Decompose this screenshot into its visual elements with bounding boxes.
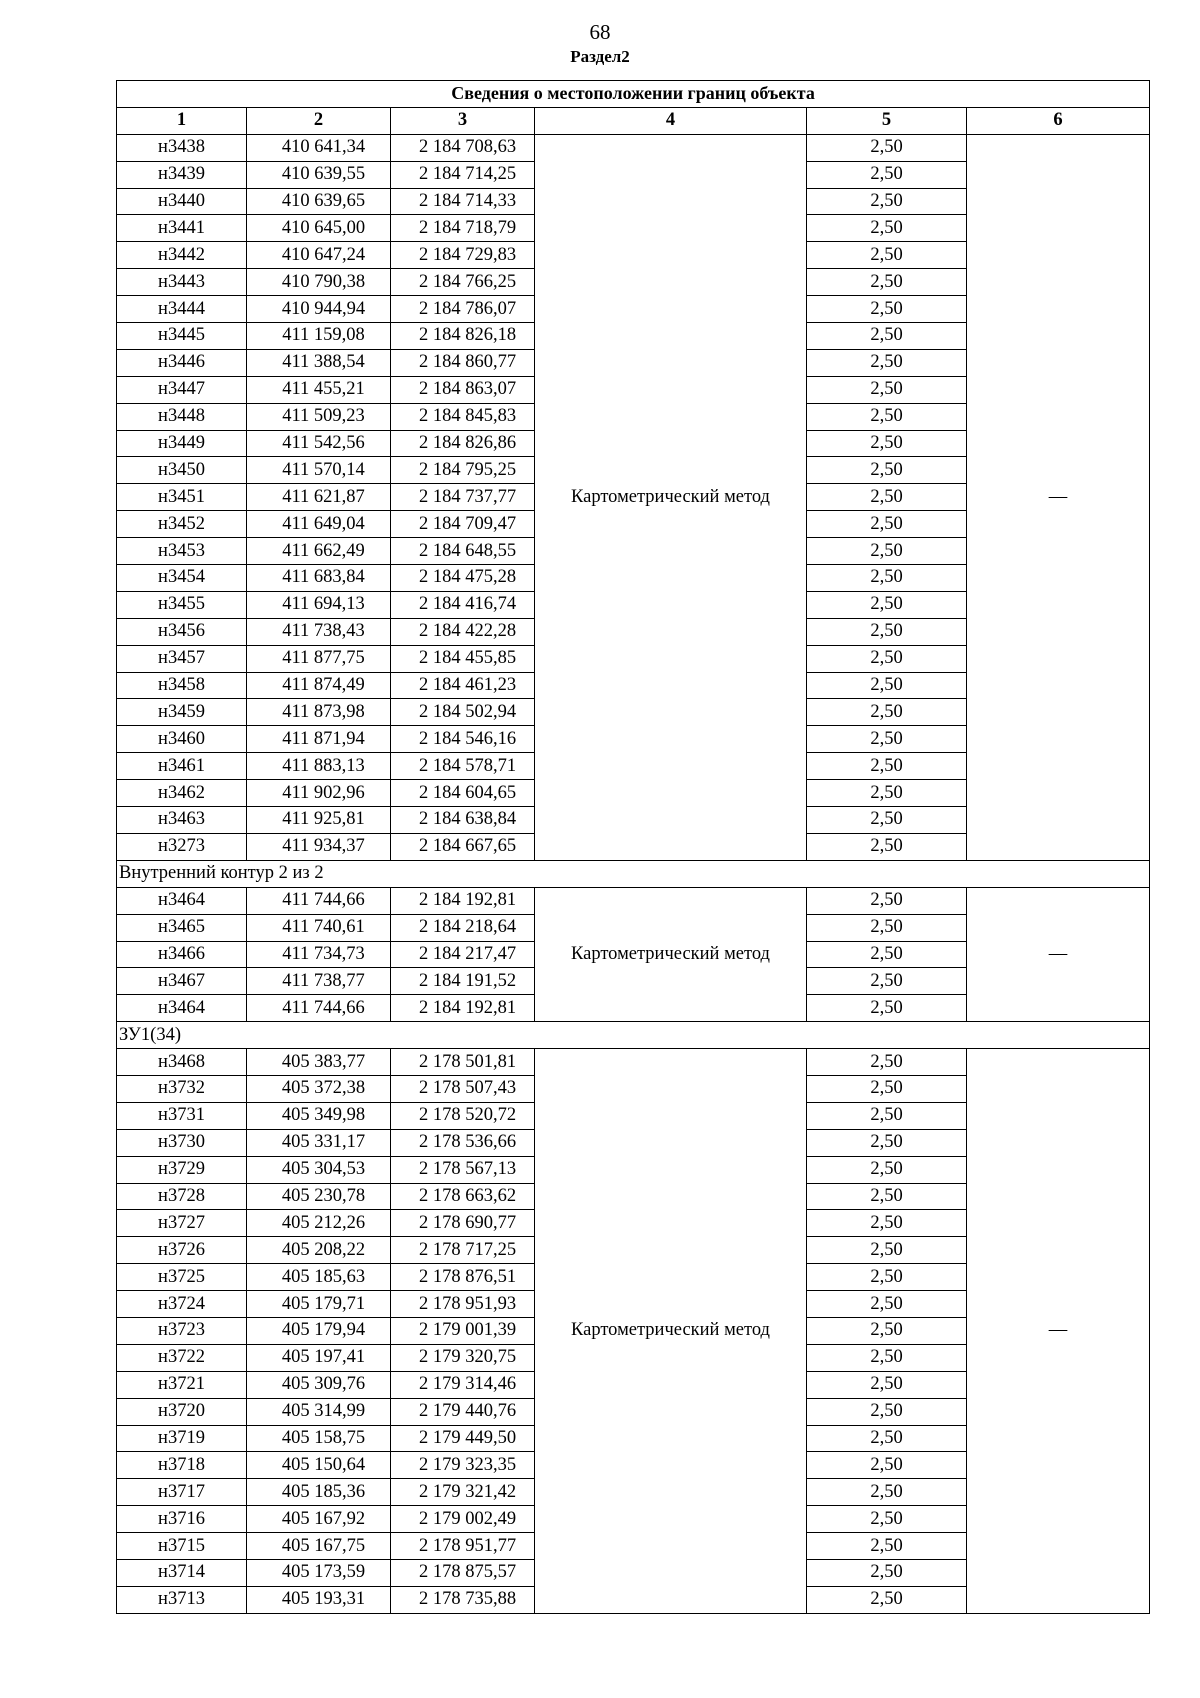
point-id-cell: н3444 — [117, 296, 247, 323]
coordinate-x-cell: 405 179,94 — [247, 1317, 391, 1344]
coordinate-x-cell: 410 647,24 — [247, 242, 391, 269]
coordinate-x-cell: 411 509,23 — [247, 403, 391, 430]
coordinate-y-cell: 2 179 001,39 — [391, 1317, 535, 1344]
point-id-cell: н3713 — [117, 1586, 247, 1613]
accuracy-cell: 2,50 — [807, 134, 967, 161]
accuracy-cell: 2,50 — [807, 1479, 967, 1506]
coordinate-x-cell: 405 185,63 — [247, 1264, 391, 1291]
point-id-cell: н3453 — [117, 538, 247, 565]
accuracy-cell: 2,50 — [807, 1049, 967, 1076]
coordinate-x-cell: 405 230,78 — [247, 1183, 391, 1210]
coordinate-y-cell: 2 184 826,18 — [391, 323, 535, 350]
accuracy-cell: 2,50 — [807, 323, 967, 350]
coordinate-x-cell: 405 349,98 — [247, 1102, 391, 1129]
coordinate-y-cell: 2 184 709,47 — [391, 511, 535, 538]
point-id-cell: н3719 — [117, 1425, 247, 1452]
accuracy-cell: 2,50 — [807, 565, 967, 592]
accuracy-cell: 2,50 — [807, 1452, 967, 1479]
coordinate-y-cell: 2 178 735,88 — [391, 1586, 535, 1613]
method-cell: Картометрический метод — [535, 887, 807, 1021]
coordinate-x-cell: 411 874,49 — [247, 672, 391, 699]
coordinate-x-cell: 411 934,37 — [247, 833, 391, 860]
coordinate-x-cell: 405 193,31 — [247, 1586, 391, 1613]
coordinate-x-cell: 405 372,38 — [247, 1075, 391, 1102]
coordinate-y-cell: 2 184 475,28 — [391, 565, 535, 592]
accuracy-cell: 2,50 — [807, 995, 967, 1022]
group-label: Внутренний контур 2 из 2 — [117, 860, 1150, 887]
point-id-cell: н3468 — [117, 1049, 247, 1076]
coordinate-x-cell: 411 738,43 — [247, 618, 391, 645]
coordinate-x-cell: 405 167,75 — [247, 1533, 391, 1560]
coordinate-x-cell: 405 150,64 — [247, 1452, 391, 1479]
accuracy-cell: 2,50 — [807, 1371, 967, 1398]
method-cell: Картометрический метод — [535, 134, 807, 860]
column-6-cell: — — [967, 1049, 1150, 1614]
coordinate-x-cell: 405 304,53 — [247, 1156, 391, 1183]
accuracy-cell: 2,50 — [807, 941, 967, 968]
accuracy-cell: 2,50 — [807, 1102, 967, 1129]
point-id-cell: н3720 — [117, 1398, 247, 1425]
point-id-cell: н3459 — [117, 699, 247, 726]
coordinate-x-cell: 405 197,41 — [247, 1344, 391, 1371]
coordinate-y-cell: 2 178 507,43 — [391, 1075, 535, 1102]
accuracy-cell: 2,50 — [807, 215, 967, 242]
coordinate-y-cell: 2 184 708,63 — [391, 134, 535, 161]
coordinate-y-cell: 2 179 323,35 — [391, 1452, 535, 1479]
coordinate-y-cell: 2 184 718,79 — [391, 215, 535, 242]
point-id-cell: н3465 — [117, 914, 247, 941]
coordinate-y-cell: 2 178 536,66 — [391, 1129, 535, 1156]
page-number: 68 — [589, 20, 611, 44]
coordinate-x-cell: 411 570,14 — [247, 457, 391, 484]
coordinate-x-cell: 405 314,99 — [247, 1398, 391, 1425]
coordinate-y-cell: 2 184 667,65 — [391, 833, 535, 860]
coordinate-y-cell: 2 184 714,25 — [391, 161, 535, 188]
coordinate-y-cell: 2 184 455,85 — [391, 645, 535, 672]
point-id-cell: н3462 — [117, 780, 247, 807]
coordinate-x-cell: 411 683,84 — [247, 565, 391, 592]
point-id-cell: н3450 — [117, 457, 247, 484]
accuracy-cell: 2,50 — [807, 780, 967, 807]
point-id-cell: н3447 — [117, 376, 247, 403]
point-id-cell: н3730 — [117, 1129, 247, 1156]
coordinate-x-cell: 410 639,65 — [247, 188, 391, 215]
coordinate-x-cell: 411 694,13 — [247, 591, 391, 618]
point-id-cell: н3455 — [117, 591, 247, 618]
coordinate-y-cell: 2 184 192,81 — [391, 887, 535, 914]
column-header: 3 — [391, 107, 535, 134]
coordinate-x-cell: 411 871,94 — [247, 726, 391, 753]
coordinate-x-cell: 405 383,77 — [247, 1049, 391, 1076]
coordinate-y-cell: 2 179 449,50 — [391, 1425, 535, 1452]
coordinate-y-cell: 2 184 502,94 — [391, 699, 535, 726]
accuracy-cell: 2,50 — [807, 484, 967, 511]
point-id-cell: н3446 — [117, 349, 247, 376]
coordinate-x-cell: 411 455,21 — [247, 376, 391, 403]
point-id-cell: н3722 — [117, 1344, 247, 1371]
point-id-cell: н3452 — [117, 511, 247, 538]
accuracy-cell: 2,50 — [807, 726, 967, 753]
point-id-cell: н3461 — [117, 753, 247, 780]
point-id-cell: н3454 — [117, 565, 247, 592]
accuracy-cell: 2,50 — [807, 807, 967, 834]
point-id-cell: н3717 — [117, 1479, 247, 1506]
accuracy-cell: 2,50 — [807, 1317, 967, 1344]
coordinate-y-cell: 2 178 951,93 — [391, 1291, 535, 1318]
coordinate-y-cell: 2 184 714,33 — [391, 188, 535, 215]
coordinate-x-cell: 411 159,08 — [247, 323, 391, 350]
accuracy-cell: 2,50 — [807, 1156, 967, 1183]
column-header: 2 — [247, 107, 391, 134]
coordinate-x-cell: 405 185,36 — [247, 1479, 391, 1506]
table-row — [117, 134, 1150, 161]
accuracy-cell: 2,50 — [807, 457, 967, 484]
accuracy-cell: 2,50 — [807, 242, 967, 269]
coordinate-y-cell: 2 184 638,84 — [391, 807, 535, 834]
coordinate-x-cell: 411 388,54 — [247, 349, 391, 376]
point-id-cell: н3464 — [117, 887, 247, 914]
point-id-cell: н3466 — [117, 941, 247, 968]
accuracy-cell: 2,50 — [807, 672, 967, 699]
group-label-row — [117, 1022, 1150, 1049]
coordinate-x-cell: 405 179,71 — [247, 1291, 391, 1318]
group-label-row — [117, 860, 1150, 887]
coordinate-y-cell: 2 184 217,47 — [391, 941, 535, 968]
accuracy-cell: 2,50 — [807, 1183, 967, 1210]
coordinate-y-cell: 2 184 604,65 — [391, 780, 535, 807]
coordinate-y-cell: 2 184 860,77 — [391, 349, 535, 376]
coordinate-y-cell: 2 178 690,77 — [391, 1210, 535, 1237]
point-id-cell: н3451 — [117, 484, 247, 511]
point-id-cell: н3728 — [117, 1183, 247, 1210]
accuracy-cell: 2,50 — [807, 618, 967, 645]
coordinate-x-cell: 405 212,26 — [247, 1210, 391, 1237]
coordinate-y-cell: 2 179 440,76 — [391, 1398, 535, 1425]
coordinate-x-cell: 411 740,61 — [247, 914, 391, 941]
coordinate-x-cell: 405 331,17 — [247, 1129, 391, 1156]
point-id-cell: н3448 — [117, 403, 247, 430]
point-id-cell: н3440 — [117, 188, 247, 215]
point-id-cell: н3716 — [117, 1506, 247, 1533]
accuracy-cell: 2,50 — [807, 1425, 967, 1452]
coordinate-y-cell: 2 184 461,23 — [391, 672, 535, 699]
coordinate-x-cell: 411 877,75 — [247, 645, 391, 672]
accuracy-cell: 2,50 — [807, 1210, 967, 1237]
boundary-coordinates-table — [116, 80, 1150, 1614]
point-id-cell: н3731 — [117, 1102, 247, 1129]
point-id-cell: н3460 — [117, 726, 247, 753]
point-id-cell: н3442 — [117, 242, 247, 269]
coordinate-y-cell: 2 184 546,16 — [391, 726, 535, 753]
point-id-cell: н3273 — [117, 833, 247, 860]
coordinate-x-cell: 411 883,13 — [247, 753, 391, 780]
coordinate-y-cell: 2 178 875,57 — [391, 1559, 535, 1586]
coordinate-x-cell: 411 649,04 — [247, 511, 391, 538]
accuracy-cell: 2,50 — [807, 1559, 967, 1586]
coordinate-x-cell: 411 744,66 — [247, 887, 391, 914]
accuracy-cell: 2,50 — [807, 161, 967, 188]
coordinate-y-cell: 2 184 786,07 — [391, 296, 535, 323]
point-id-cell: н3463 — [117, 807, 247, 834]
point-id-cell: н3721 — [117, 1371, 247, 1398]
coordinate-y-cell: 2 184 192,81 — [391, 995, 535, 1022]
coordinate-x-cell: 405 309,76 — [247, 1371, 391, 1398]
point-id-cell: н3715 — [117, 1533, 247, 1560]
accuracy-cell: 2,50 — [807, 1129, 967, 1156]
group-label: ЗУ1(34) — [117, 1022, 1150, 1049]
point-id-cell: н3441 — [117, 215, 247, 242]
point-id-cell: н3725 — [117, 1264, 247, 1291]
coordinate-y-cell: 2 184 191,52 — [391, 968, 535, 995]
accuracy-cell: 2,50 — [807, 269, 967, 296]
accuracy-cell: 2,50 — [807, 1237, 967, 1264]
coordinate-x-cell: 411 734,73 — [247, 941, 391, 968]
coordinate-x-cell: 410 944,94 — [247, 296, 391, 323]
coordinate-y-cell: 2 184 729,83 — [391, 242, 535, 269]
coordinate-y-cell: 2 184 648,55 — [391, 538, 535, 565]
coordinate-y-cell: 2 179 314,46 — [391, 1371, 535, 1398]
coordinate-y-cell: 2 184 737,77 — [391, 484, 535, 511]
accuracy-cell: 2,50 — [807, 538, 967, 565]
method-cell: Картометрический метод — [535, 1049, 807, 1614]
coordinate-y-cell: 2 184 863,07 — [391, 376, 535, 403]
accuracy-cell: 2,50 — [807, 296, 967, 323]
accuracy-cell: 2,50 — [807, 403, 967, 430]
coordinate-y-cell: 2 184 845,83 — [391, 403, 535, 430]
accuracy-cell: 2,50 — [807, 1586, 967, 1613]
point-id-cell: н3438 — [117, 134, 247, 161]
point-id-cell: н3464 — [117, 995, 247, 1022]
coordinate-y-cell: 2 178 951,77 — [391, 1533, 535, 1560]
coordinate-x-cell: 405 208,22 — [247, 1237, 391, 1264]
coordinate-x-cell: 405 173,59 — [247, 1559, 391, 1586]
coordinate-y-cell: 2 184 218,64 — [391, 914, 535, 941]
coordinate-x-cell: 411 744,66 — [247, 995, 391, 1022]
coordinate-y-cell: 2 179 320,75 — [391, 1344, 535, 1371]
accuracy-cell: 2,50 — [807, 645, 967, 672]
coordinate-x-cell: 405 167,92 — [247, 1506, 391, 1533]
coordinate-y-cell: 2 178 717,25 — [391, 1237, 535, 1264]
column-header: 5 — [807, 107, 967, 134]
accuracy-cell: 2,50 — [807, 1398, 967, 1425]
column-6-cell: — — [967, 887, 1150, 1021]
coordinate-y-cell: 2 184 416,74 — [391, 591, 535, 618]
coordinate-y-cell: 2 184 578,71 — [391, 753, 535, 780]
coordinate-x-cell: 411 902,96 — [247, 780, 391, 807]
coordinate-y-cell: 2 179 321,42 — [391, 1479, 535, 1506]
point-id-cell: н3445 — [117, 323, 247, 350]
coordinate-x-cell: 410 639,55 — [247, 161, 391, 188]
coordinate-x-cell: 411 925,81 — [247, 807, 391, 834]
point-id-cell: н3732 — [117, 1075, 247, 1102]
column-header: 1 — [117, 107, 247, 134]
accuracy-cell: 2,50 — [807, 1264, 967, 1291]
point-id-cell: н3729 — [117, 1156, 247, 1183]
accuracy-cell: 2,50 — [807, 968, 967, 995]
point-id-cell: н3726 — [117, 1237, 247, 1264]
point-id-cell: н3456 — [117, 618, 247, 645]
section-title: Раздел2 — [570, 47, 630, 66]
table-row — [117, 887, 1150, 914]
accuracy-cell: 2,50 — [807, 591, 967, 618]
coordinate-x-cell: 411 662,49 — [247, 538, 391, 565]
table-row — [117, 1049, 1150, 1076]
table-body — [117, 134, 1150, 1613]
table-caption: Сведения о местоположении границ объекта — [117, 81, 1150, 108]
point-id-cell: н3724 — [117, 1291, 247, 1318]
coordinate-x-cell: 405 158,75 — [247, 1425, 391, 1452]
point-id-cell: н3439 — [117, 161, 247, 188]
point-id-cell: н3718 — [117, 1452, 247, 1479]
coordinate-x-cell: 411 621,87 — [247, 484, 391, 511]
coordinate-x-cell: 411 542,56 — [247, 430, 391, 457]
accuracy-cell: 2,50 — [807, 1291, 967, 1318]
accuracy-cell: 2,50 — [807, 699, 967, 726]
coordinate-y-cell: 2 184 795,25 — [391, 457, 535, 484]
coordinate-x-cell: 410 645,00 — [247, 215, 391, 242]
coordinate-y-cell: 2 184 826,86 — [391, 430, 535, 457]
point-id-cell: н3457 — [117, 645, 247, 672]
coordinate-x-cell: 410 790,38 — [247, 269, 391, 296]
coordinate-y-cell: 2 179 002,49 — [391, 1506, 535, 1533]
accuracy-cell: 2,50 — [807, 188, 967, 215]
accuracy-cell: 2,50 — [807, 430, 967, 457]
coordinate-y-cell: 2 184 422,28 — [391, 618, 535, 645]
point-id-cell: н3449 — [117, 430, 247, 457]
accuracy-cell: 2,50 — [807, 1344, 967, 1371]
coordinate-y-cell: 2 178 501,81 — [391, 1049, 535, 1076]
point-id-cell: н3727 — [117, 1210, 247, 1237]
accuracy-cell: 2,50 — [807, 376, 967, 403]
coordinate-y-cell: 2 178 876,51 — [391, 1264, 535, 1291]
coordinate-x-cell: 410 641,34 — [247, 134, 391, 161]
point-id-cell: н3714 — [117, 1559, 247, 1586]
coordinate-x-cell: 411 873,98 — [247, 699, 391, 726]
accuracy-cell: 2,50 — [807, 833, 967, 860]
coordinate-y-cell: 2 178 663,62 — [391, 1183, 535, 1210]
point-id-cell: н3443 — [117, 269, 247, 296]
column-6-cell: — — [967, 134, 1150, 860]
point-id-cell: н3458 — [117, 672, 247, 699]
accuracy-cell: 2,50 — [807, 914, 967, 941]
accuracy-cell: 2,50 — [807, 511, 967, 538]
accuracy-cell: 2,50 — [807, 753, 967, 780]
coordinate-x-cell: 411 738,77 — [247, 968, 391, 995]
accuracy-cell: 2,50 — [807, 1533, 967, 1560]
accuracy-cell: 2,50 — [807, 1506, 967, 1533]
accuracy-cell: 2,50 — [807, 887, 967, 914]
column-header: 4 — [535, 107, 807, 134]
column-header: 6 — [967, 107, 1150, 134]
coordinate-y-cell: 2 178 520,72 — [391, 1102, 535, 1129]
coordinate-y-cell: 2 184 766,25 — [391, 269, 535, 296]
point-id-cell: н3723 — [117, 1317, 247, 1344]
accuracy-cell: 2,50 — [807, 1075, 967, 1102]
accuracy-cell: 2,50 — [807, 349, 967, 376]
coordinate-y-cell: 2 178 567,13 — [391, 1156, 535, 1183]
point-id-cell: н3467 — [117, 968, 247, 995]
